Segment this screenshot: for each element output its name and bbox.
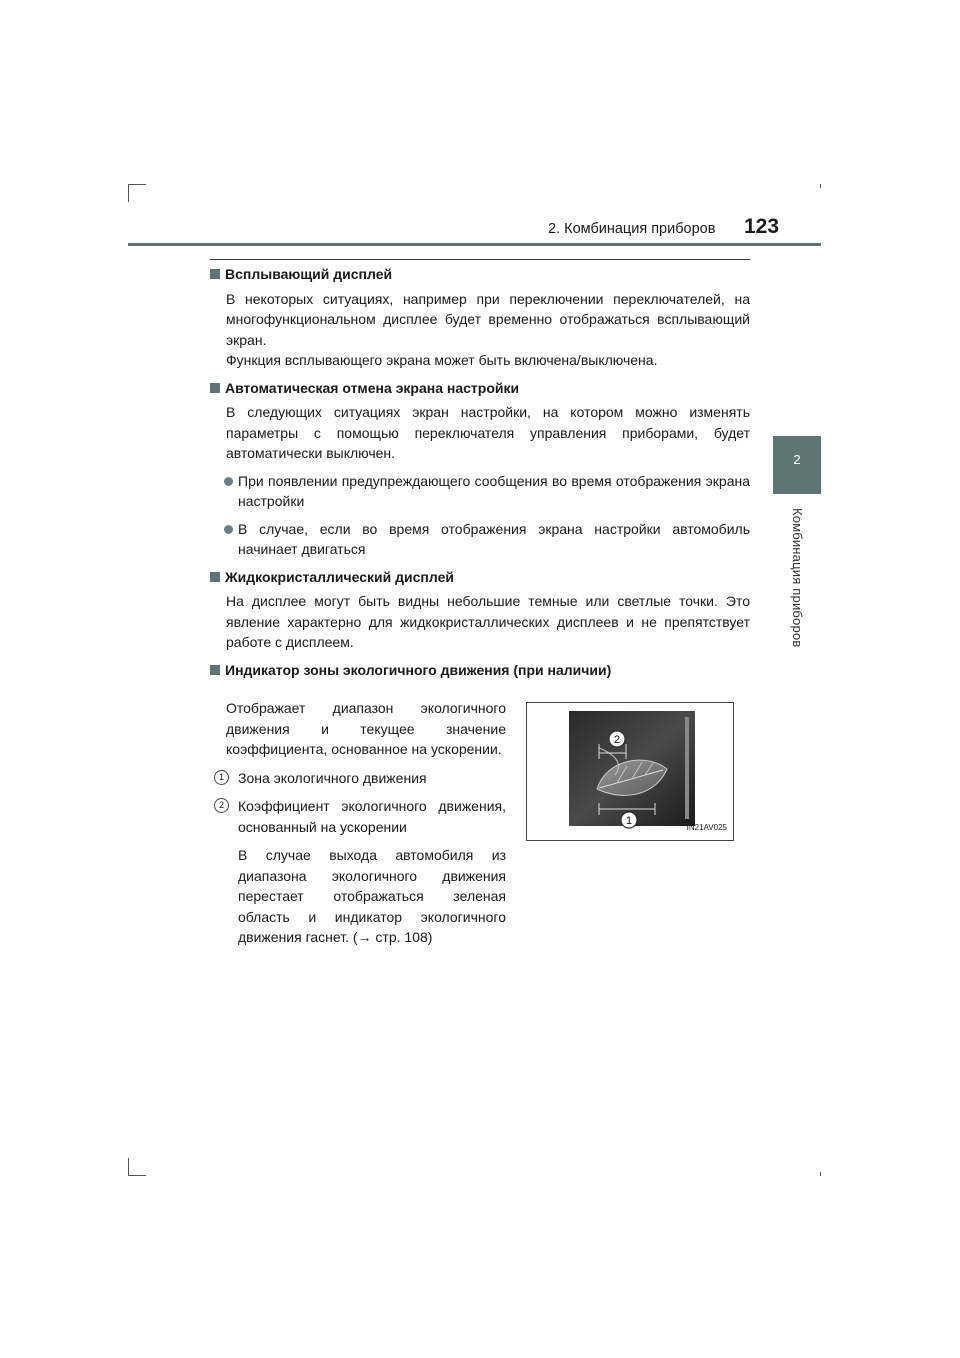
svg-text:2: 2: [613, 734, 621, 746]
figure-caption: IN21AV025: [686, 822, 727, 832]
section-eco-indicator: [210, 660, 750, 945]
paragraph: На дисплее могут быть видны небольшие темные или светлые точки. Это явление характерно для жидкокристаллических дисплеев и не препятствует работе с дисплеем.: [226, 593, 750, 650]
square-bullet-icon: [210, 269, 220, 279]
crop-mark: [128, 1175, 146, 1176]
running-header: 2. Комбинация приборов: [548, 221, 716, 237]
numbered-item: 1 Зона экологичного движения: [238, 768, 506, 789]
section-popup-display: [210, 264, 750, 371]
callout-number: 2: [214, 798, 229, 813]
crop-mark: [820, 184, 821, 188]
main-content: [210, 264, 750, 951]
section-heading: Индикатор зоны экологичного движения (при наличии): [210, 660, 750, 681]
circle-bullet-icon: [224, 525, 233, 534]
chapter-number: 2: [793, 452, 801, 467]
callout-1: [621, 812, 637, 828]
eco-two-column: [210, 684, 750, 944]
callout-2: [609, 731, 625, 747]
square-bullet-icon: [210, 572, 220, 582]
paragraph: Функция всплывающего экрана может быть включена/выключена.: [226, 352, 658, 368]
list-item: При появлении предупреждающего сообщения во время отображения экрана настройки: [238, 471, 750, 512]
numbered-item: 2 Коэффициент экологичного движения, основанный на ускорении: [238, 796, 506, 837]
paragraph: Отображает диапазон экологичного движения и текущее значение коэффициента, основанное на ускорении.: [226, 700, 506, 757]
square-bullet-icon: [210, 383, 220, 393]
gauge-bar: [685, 717, 689, 819]
square-bullet-icon: [210, 665, 220, 675]
section-lcd: [210, 567, 750, 653]
page-number: 123: [744, 215, 780, 238]
section-heading: Автоматическая отмена экрана настройки: [210, 378, 750, 399]
svg-text:1: 1: [625, 815, 633, 827]
header-rule: [128, 243, 821, 246]
eco-text-column: [210, 684, 506, 948]
section-heading: Всплывающий дисплей: [210, 264, 750, 285]
section-auto-cancel: [210, 378, 750, 560]
list-item: В случае, если во время отображения экрана настройки автомобиль начинает двигаться: [238, 519, 750, 560]
chapter-title: Комбинация приборов: [790, 508, 805, 648]
crop-mark: [128, 184, 146, 185]
note-paragraph: В случае выхода автомобиля из диапазона экологичного движения перестает отображаться зеленая область и индикатор экологичного движения гаснет. (→ стр. 108): [238, 847, 506, 945]
callout-number: 1: [214, 770, 229, 785]
circle-bullet-icon: [224, 477, 233, 486]
crop-mark: [820, 1172, 821, 1176]
crop-mark: [128, 184, 129, 202]
eco-indicator-figure: [526, 702, 734, 841]
section-heading: Жидкокристаллический дисплей: [210, 567, 750, 588]
paragraph: В некоторых ситуациях, например при переключении переключателей, на многофункциональном дисплее будет временно отображаться всплывающий экран.: [226, 290, 750, 348]
crop-mark: [128, 1158, 129, 1176]
content-top-rule: [210, 259, 750, 260]
paragraph: В следующих ситуациях экран настройки, на котором можно изменять параметры с помощью переключателя управления приборами, будет автоматически выключен.: [226, 404, 750, 461]
